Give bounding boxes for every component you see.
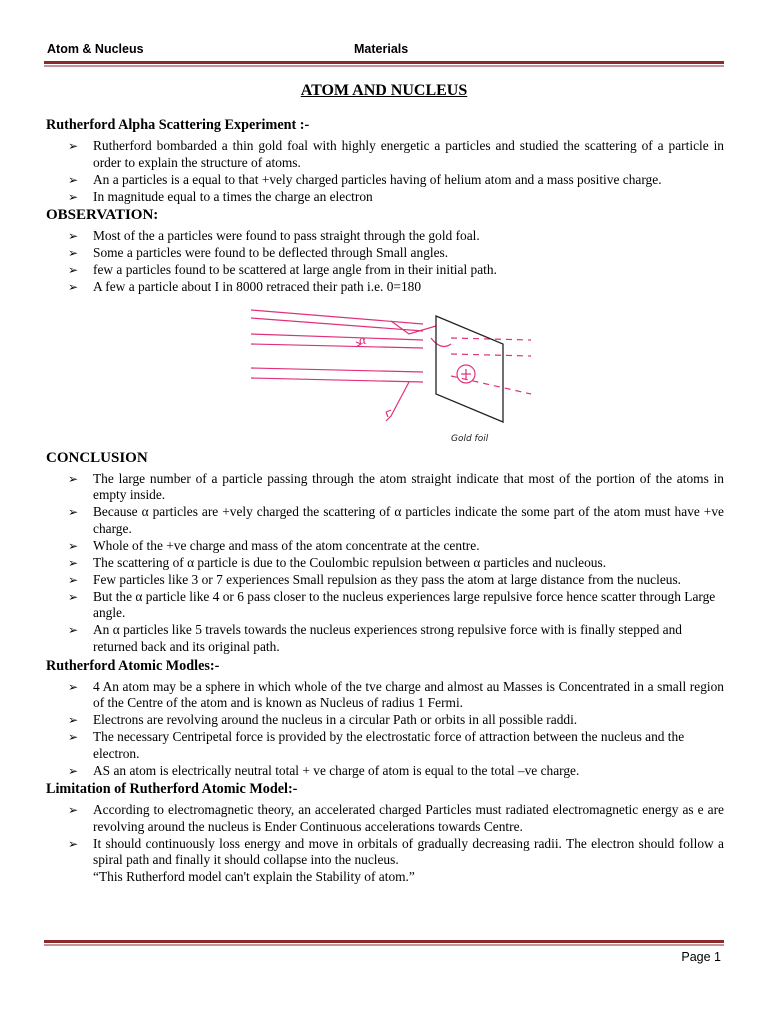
page-title: ATOM AND NUCLEUS (300, 82, 468, 99)
observation-list (46, 228, 724, 296)
scattering-diagram (46, 298, 724, 450)
list-item: ➢ But the α particle like 4 or 6 pass closer to the nucleus experiences large repulsive force hence scatter through Large angle. (68, 588, 716, 621)
header-rule (44, 61, 724, 67)
list-item: ➢ A few a particle about I in 8000 retraced their path i.e. 0=180 (68, 279, 422, 295)
conclusion-list (46, 471, 724, 656)
list-item: ➢ Most of the a particles were found to pass straight through the gold foal. (68, 228, 480, 244)
arrow-bullet-icon: ➢ (68, 280, 79, 295)
arrow-bullet-icon: ➢ (68, 836, 79, 851)
arrow-bullet-icon: ➢ (68, 730, 79, 745)
list-item: ➢ The scattering of α particle is due to the Coulombic repulsion between α particles and nucleous. (68, 554, 607, 570)
header-right: Materials (354, 42, 409, 56)
list-item: ➢ An a particles is a equal to that +vely charged particles having of helium atom and a mass positive charge. (68, 171, 662, 187)
list-item: ➢ few a particles found to be scattered at large angle from in their initial path. (68, 262, 497, 278)
arrow-bullet-icon: ➢ (68, 763, 79, 778)
list-item: ➢ 4 An atom may be a sphere in which whole of the tve charge and almost au Masses is Concentrated in a small region of the Centre of the atom and is known as Nucleus of radius 1 Fermi. (68, 678, 724, 711)
list-item: ➢ The large number of a particle passing through the atom straight indicate that most of the portion of the atoms in empty inside. (68, 470, 724, 503)
list-item: ➢ According to electromagnetic theory, an accelerated charged Particles must radiated electromagnetic energy as e are revolving around the nucleus is Ender Continuous accelerations towards Centre. (68, 802, 724, 834)
arrow-bullet-icon: ➢ (68, 189, 79, 204)
arrow-bullet-icon: ➢ (68, 246, 79, 261)
list-item: ➢ Because α particles are +vely charged the scattering of α particles indicate the some part of the atom must have +ve charge. (68, 504, 724, 536)
arrow-bullet-icon: ➢ (68, 623, 79, 638)
page-number: Page 1 (681, 950, 721, 964)
list-item: ➢ Whole of the +ve charge and mass of the atom concentrate at the centre. (68, 537, 480, 553)
arrow-bullet-icon: ➢ (68, 572, 79, 587)
list-item: ➢ Some a particles were found to be deflected through Small angles. (68, 245, 449, 261)
arrow-bullet-icon: ➢ (68, 263, 79, 278)
arrow-bullet-icon: ➢ (68, 538, 79, 553)
header-left: Atom & Nucleus (47, 42, 144, 56)
main-content (46, 117, 724, 888)
rutherford-list (46, 138, 724, 205)
list-item: ➢ Electrons are revolving around the nucleus in a circular Path or orbits in all possible raddi. (68, 712, 578, 728)
alpha-label: α (359, 333, 367, 347)
list-item: ➢ Rutherford bombarded a thin gold foal with highly energetic a particles and studied the scattering of a particle in order to explain the structure of atoms. (68, 138, 724, 170)
models-heading: Rutherford Atomic Modles:- (46, 657, 220, 674)
models-list (46, 679, 724, 780)
arrow-bullet-icon: ➢ (68, 713, 79, 728)
observation-heading: OBSERVATION: (46, 207, 159, 224)
list-item: ➢ An α particles like 5 travels towards the nucleus experiences strong repulsive force with is finally stepped and returned back and its original path. (68, 622, 682, 654)
gold-foil-plate (436, 316, 503, 422)
list-item: ➢ In magnitude equal to a times the charge an electron (68, 188, 373, 204)
arrow-bullet-icon: ➢ (68, 803, 79, 818)
arrow-bullet-icon: ➢ (68, 172, 79, 187)
arrow-bullet-icon: ➢ (68, 139, 79, 153)
arrow-bullet-icon: ➢ (68, 471, 79, 486)
limitation-list (46, 802, 724, 885)
conclusion-heading: CONCLUSION (46, 449, 148, 466)
list-item: ➢ AS an atom is electrically neutral total + ve charge of atom is equal to the total –ve charge. (68, 762, 580, 778)
limitation-heading: Limitation of Rutherford Atomic Model:- (46, 781, 298, 798)
list-item: ➢ It should continuously loss energy and move in orbitals of gradually decreasing radii. The electron should follow a spiral path and finally it should collapse into the nucleus. “This Rutherford model can't explain the Stability of atom.” (68, 835, 724, 885)
limitation-quote: “This Rutherford model can't explain the Stability of atom.” (93, 869, 415, 885)
arrow-bullet-icon: ➢ (68, 505, 79, 520)
arrow-bullet-icon: ➢ (68, 679, 79, 694)
list-item: ➢ The necessary Centripetal force is provided by the electrostatic force of attraction between the nucleus and the electron. (68, 729, 685, 761)
arrow-bullet-icon: ➢ (68, 229, 79, 244)
footer-rule (44, 940, 724, 946)
gold-foil-label: Gold foil (451, 433, 489, 444)
arrow-bullet-icon: ➢ (68, 589, 79, 604)
list-item: ➢ Few particles like 3 or 7 experiences Small repulsion as they pass the atom at large distance from the nucleus. (68, 571, 682, 587)
scattering-sketch (241, 296, 531, 446)
arrow-bullet-icon: ➢ (68, 555, 79, 570)
rutherford-heading: Rutherford Alpha Scattering Experiment :- (46, 117, 310, 133)
